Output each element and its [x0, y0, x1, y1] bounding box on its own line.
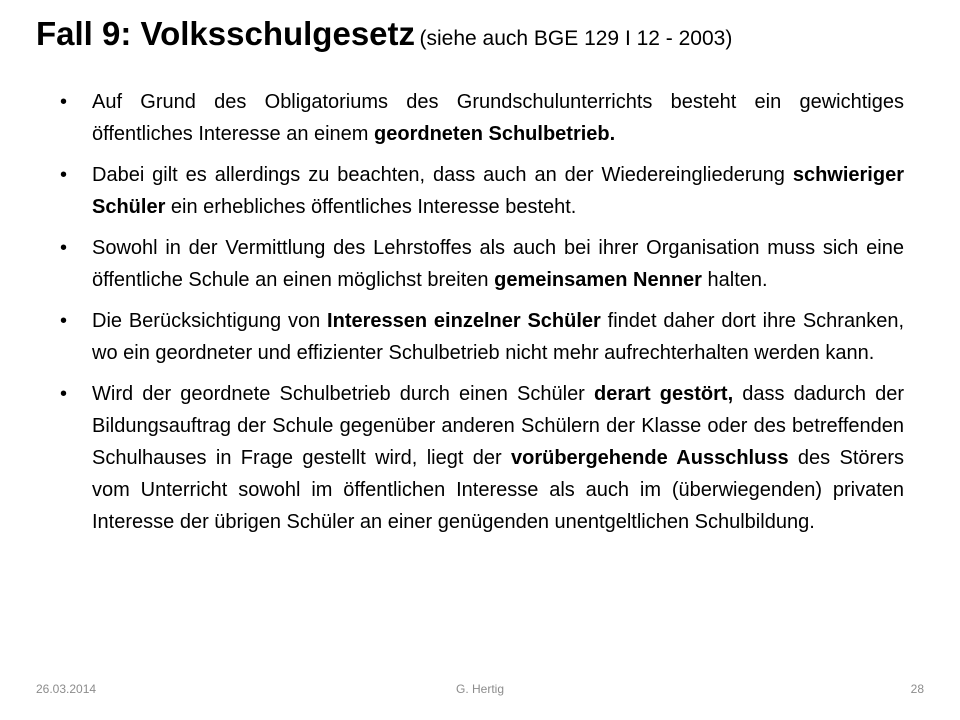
bullet-emphasis-text: geordneten Schulbetrieb. [374, 123, 616, 145]
bullet-item [60, 159, 904, 223]
bullet-text: Dabei gilt es allerdings zu beachten, dass auch an der Wiedereingliederung [92, 164, 793, 186]
bullet-text: Auf Grund des Obligatoriums des Grundschulunterrichts besteht ein gewichtiges öffentliches Interesse an einem [92, 91, 904, 145]
bullet-item [60, 86, 904, 150]
bullet-dot-icon: • [60, 383, 68, 405]
bullet-item [60, 305, 904, 369]
bullet-text: halten. [701, 269, 768, 291]
bullet-text: Wird der geordnete Schulbetrieb durch einen Schüler [92, 383, 594, 405]
bullet-text: Sowohl in der Vermittlung des Lehrstoffes als auch bei ihrer Organisation muss sich eine öffentliche Schule an einen möglichst breiten [92, 237, 904, 291]
slide-title-subtitle: (siehe auch BGE 129 I 12 - 2003) [419, 27, 733, 50]
footer-page-number: 28 [910, 682, 924, 696]
bullet-emphasis-text: derart gestört, [593, 383, 734, 405]
bullet-emphasis-text: Interessen einzelner Schüler [327, 310, 601, 332]
bullet-dot-icon: • [60, 310, 68, 332]
bullet-emphasis-text: vorübergehende Ausschluss [511, 447, 789, 469]
bullet-emphasis-text: schwieriger Schüler [92, 164, 904, 218]
footer-date: 26.03.2014 [36, 682, 97, 696]
bullet-dot-icon: • [60, 91, 68, 113]
footer-author: G. Hertig [455, 682, 504, 696]
bullet-item [60, 232, 904, 296]
bullet-text: findet daher dort ihre Schranken, wo ein geordneter und effizienter Schulbetrieb nicht mehr aufrechterhalten werden kann. [92, 310, 904, 364]
bullet-text: des Störers vom Unterricht sowohl im öffentlichen Interesse als auch im (überwiegenden) privaten Interesse der übrigen Schüler an einer genügenden unentgeltlichen Schulbildung. [92, 447, 904, 533]
bullet-emphasis-text: gemeinsamen Nenner [494, 269, 702, 291]
bullet-dot-icon: • [60, 164, 68, 186]
bullet-text: ein erhebliches öffentliches Interesse besteht. [165, 196, 577, 218]
bullet-dot-icon: • [60, 237, 68, 259]
slide-title [36, 14, 936, 54]
bullet-item [60, 378, 904, 538]
bullet-text: dass dadurch der Bildungsauftrag der Schule gegenüber anderen Schülern der Klasse oder des betreffenden Schulhauses in Frage gestellt wird, liegt der [92, 383, 904, 469]
slide-title-main: Fall 9: Volksschulgesetz [36, 15, 416, 52]
bullet-text: Die Berücksichtigung von [92, 310, 328, 332]
bullet-list [60, 86, 904, 547]
